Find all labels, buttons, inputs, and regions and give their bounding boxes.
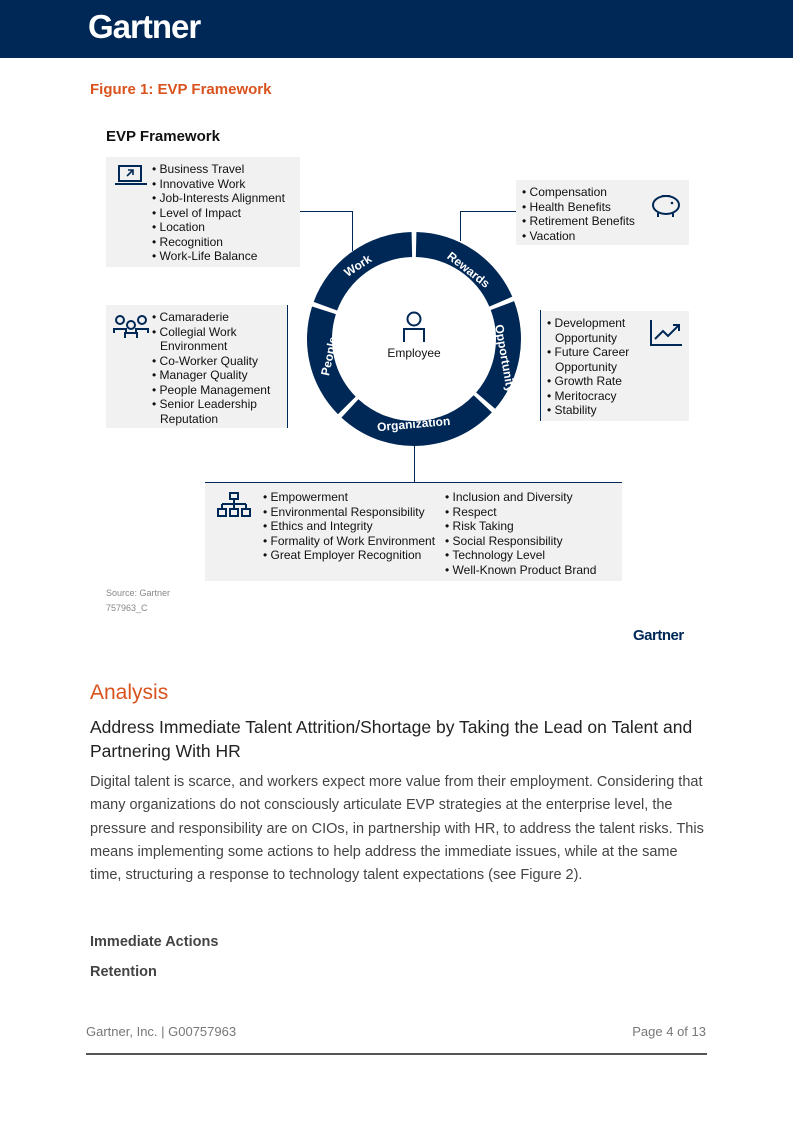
segment-label-rewards: Rewards: [444, 248, 493, 291]
list-item: • Meritocracy: [547, 389, 639, 404]
organization-box: [205, 483, 622, 581]
segment-label-opportunity: Opportunity: [492, 323, 518, 394]
list-item: • Great Employer Recognition: [263, 548, 438, 563]
piggy-bank-icon: [648, 188, 684, 218]
list-item: • Empowerment: [263, 490, 438, 505]
org-chart-icon: [217, 491, 251, 519]
figure-caption: Figure 1: EVP Framework: [90, 81, 272, 98]
list-item: • Collegial Work Environment: [152, 325, 287, 354]
gartner-logo-small: Gartner: [633, 627, 684, 644]
list-item: • Business Travel: [152, 162, 300, 177]
list-item: • Formality of Work Environment: [263, 534, 438, 549]
list-item: • Well-Known Product Brand: [445, 563, 620, 578]
list-item: • Stability: [547, 403, 639, 418]
connector: [460, 211, 516, 212]
employee-icon: [404, 313, 424, 343]
list-item: • Recognition: [152, 235, 300, 250]
laptop-icon: [114, 163, 148, 189]
list-item: • Risk Taking: [445, 519, 620, 534]
footer-rule: [86, 1053, 707, 1055]
list-item: • Manager Quality: [152, 368, 287, 383]
list-item: • Development Opportunity: [547, 316, 639, 345]
segment-label-organization: Organization: [376, 413, 451, 435]
figure-code: 757963_C: [106, 603, 148, 613]
subheading: Address Immediate Talent Attrition/Shortage by Taking the Lead on Talent and Partnering With HR: [90, 717, 693, 761]
list-item: • Technology Level: [445, 548, 620, 563]
people-icon: [112, 313, 150, 339]
rewards-box: [516, 180, 689, 245]
footer-doc-id: Gartner, Inc. | G00757963: [86, 1024, 237, 1039]
connector: [300, 211, 353, 212]
list-item: • Respect: [445, 505, 620, 520]
list-item: • Location: [152, 220, 300, 235]
list-item: • Health Benefits: [522, 200, 689, 215]
opportunity-box: [541, 311, 689, 421]
center-label: Employee: [387, 346, 441, 360]
retention-heading: Retention: [90, 964, 157, 980]
list-item: • Co-Worker Quality: [152, 354, 287, 369]
section-heading: Analysis: [90, 681, 169, 704]
list-item: • Level of Impact: [152, 206, 300, 221]
source-note: Source: Gartner: [106, 588, 171, 598]
growth-chart-icon: [649, 319, 683, 347]
list-item: • Environmental Responsibility: [263, 505, 438, 520]
work-box: [106, 157, 300, 267]
gartner-logo: Gartner: [88, 8, 201, 45]
connector: [287, 305, 288, 428]
list-item: • Innovative Work: [152, 177, 300, 192]
diagram-title: EVP Framework: [106, 128, 220, 145]
segment-label-work: Work: [341, 251, 375, 280]
list-item: • Senior Leadership Reputation: [152, 397, 287, 426]
list-item: • Compensation: [522, 185, 689, 200]
list-item: • People Management: [152, 383, 287, 398]
segment-label-people: People: [318, 335, 341, 377]
list-item: • Future Career Opportunity: [547, 345, 639, 374]
list-item: • Inclusion and Diversity: [445, 490, 620, 505]
list-item: • Vacation: [522, 229, 689, 244]
list-item: • Camaraderie: [152, 310, 287, 325]
immediate-actions-heading: Immediate Actions: [90, 934, 219, 950]
page-number: Page 4 of 13: [632, 1024, 706, 1039]
list-item: • Job-Interests Alignment: [152, 191, 300, 206]
people-box: [106, 305, 287, 428]
list-item: • Retirement Benefits: [522, 214, 689, 229]
list-item: • Ethics and Integrity: [263, 519, 438, 534]
segment-work: [314, 232, 412, 311]
body-paragraph: Digital talent is scarce, and workers expect more value from their employment. Considering that many organizations do not consciously articulate EVP strategies at the enterprise level, the pressure and responsibility are on CIOs, in partnership with HR, to address the talent risks. This means implementing some actions to help address the immediate issues, while at the same time, structuring a response to technology talent expectations (see Figure 2).: [90, 774, 704, 884]
list-item: • Social Responsibility: [445, 534, 620, 549]
evp-ring: [300, 225, 530, 455]
list-item: • Growth Rate: [547, 374, 639, 389]
list-item: • Work-Life Balance: [152, 249, 300, 264]
